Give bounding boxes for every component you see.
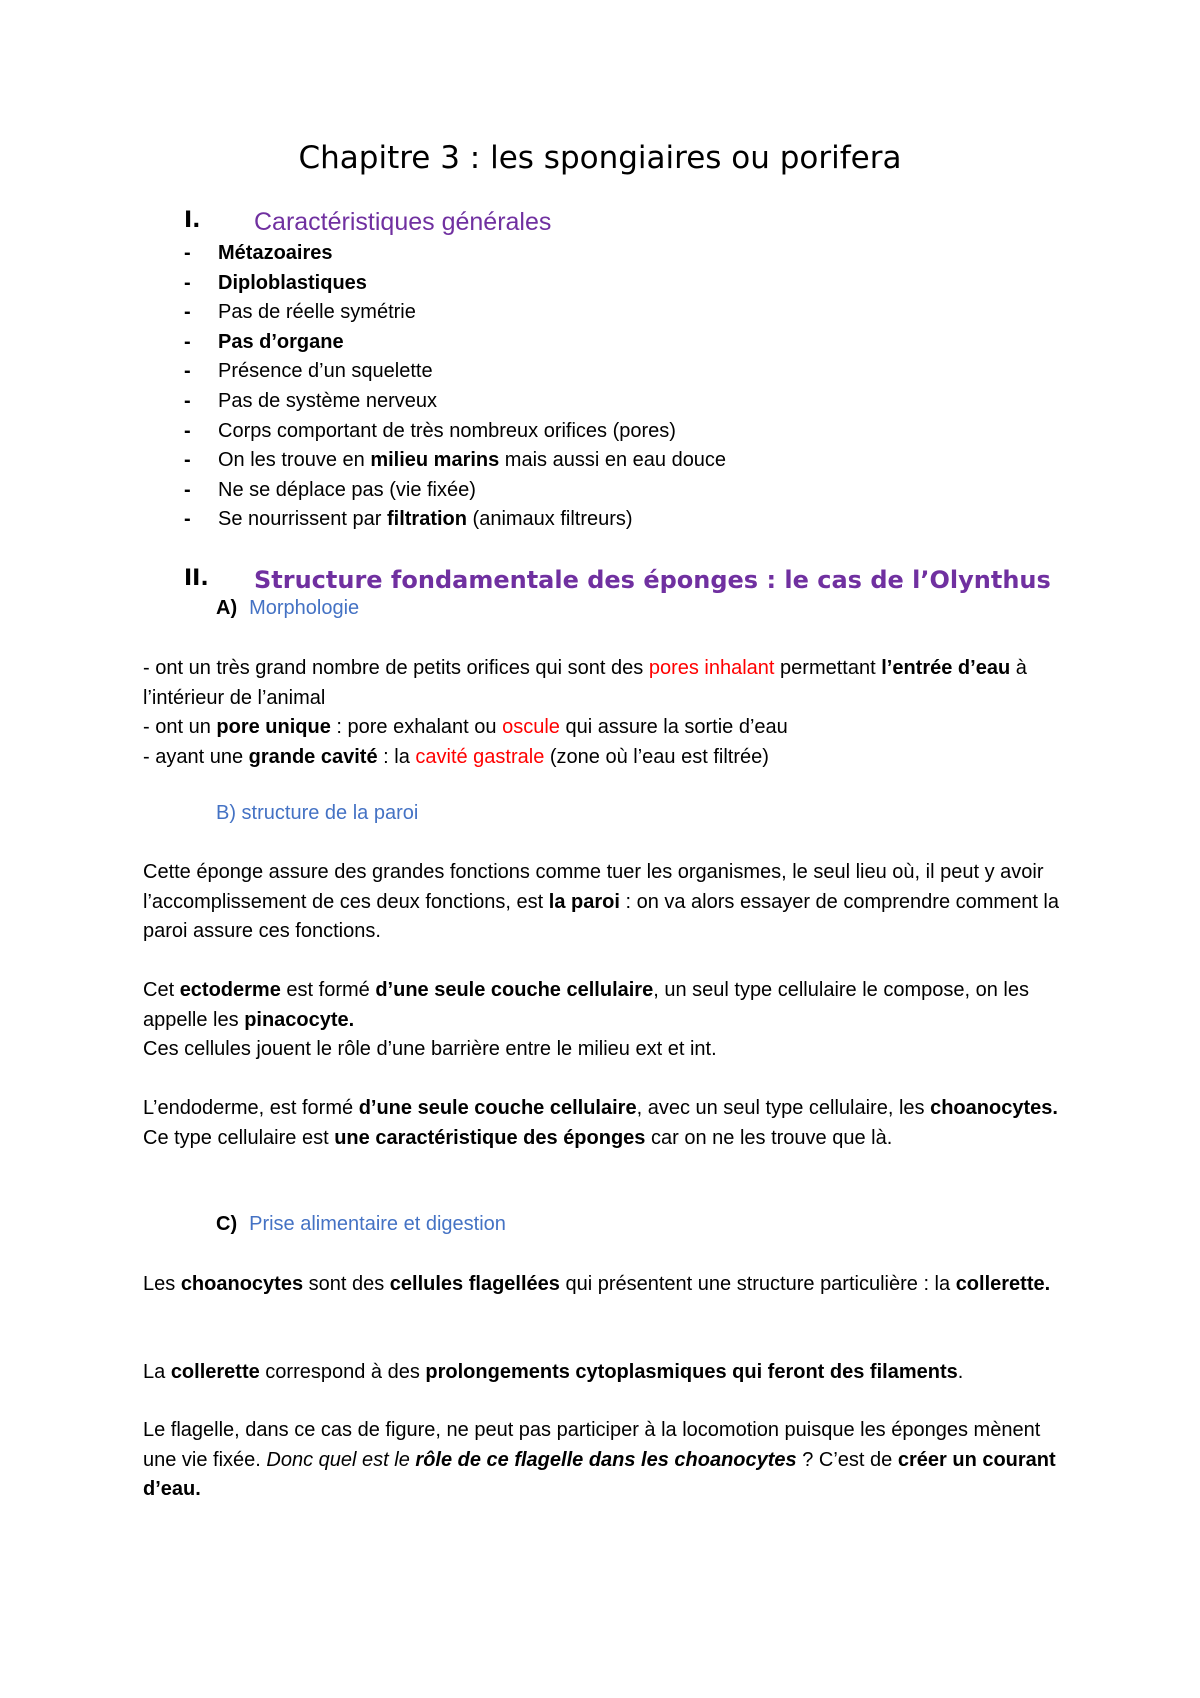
paragraph-prise-3: Le flagelle, dans ce cas de figure, ne peut pas participer à la locomotion puisque les éponges mènent une vie fixée. Donc quel est le rôle de ce flagelle dans les choanocytes ? C’est de créer un courant d’eau. — [143, 1419, 1056, 1500]
page-title: Chapitre 3 : les spongiaires ou porifera — [298, 140, 902, 176]
list-item: - Pas de système nerveux — [184, 389, 437, 412]
subheading-paroi: B) structure de la paroi — [216, 802, 419, 824]
subheading-prise-alimentaire: C) Prise alimentaire et digestion — [216, 1213, 506, 1235]
paragraph-paroi-1: Cette éponge assure des grandes fonctions comme tuer les organismes, le seul lieu où, il peut y avoir l’accomplissement de ces deux fonctions, est la paroi : on va alors essayer de comprendre comment la paroi assure ces fonctions. — [143, 861, 1059, 942]
section-title: Structure fondamentale des éponges : le cas de l’Olynthus — [254, 566, 1051, 594]
list-item: - Diploblastiques — [184, 271, 367, 294]
paragraph-prise-2: La collerette correspond à des prolongements cytoplasmiques qui feront des filaments. — [143, 1361, 964, 1383]
list-item: - Présence d’un squelette — [184, 360, 433, 383]
list-item: - Pas d’organe — [184, 330, 344, 353]
paragraph-prise-1: Les choanocytes sont des cellules flagellées qui présentent une structure particulière : la collerette. — [143, 1273, 1051, 1295]
paragraph-morphologie: - ont un très grand nombre de petits orifices qui sont des pores inhalant permettant l’entrée d’eau à l’intérieur de l’animal - ont un pore unique : pore exhalant ou oscule qui assure la sortie d’eau - ayant une grande cavité : la cavité gastrale (zone où l’eau est filtrée) — [143, 657, 1027, 768]
paragraph-paroi-2: Cet ectoderme est formé d’une seule couche cellulaire, un seul type cellulaire le compose, on les appelle les pinacocyte. Ces cellules jouent le rôle d’une barrière entre le milieu ext et int. — [143, 979, 1029, 1060]
section-number: II. — [184, 566, 209, 591]
list-item: - Ne se déplace pas (vie fixée) — [184, 478, 476, 501]
list-item: - Métazoaires — [184, 242, 333, 264]
list-item: - Se nourrissent par filtration (animaux filtreurs) — [184, 508, 633, 531]
section-number: I. — [184, 208, 201, 233]
list-item: - Corps comportant de très nombreux orifices (pores) — [184, 419, 676, 442]
paragraph-paroi-3: L’endoderme, est formé d’une seule couche cellulaire, avec un seul type cellulaire, les choanocytes. Ce type cellulaire est une caractéristique des éponges car on ne les trouve que là. — [143, 1097, 1058, 1149]
list-item: - Pas de réelle symétrie — [184, 301, 416, 324]
characteristics-list — [184, 239, 726, 535]
section-title: Caractéristiques générales — [254, 208, 552, 236]
list-item: - On les trouve en milieu marins mais aussi en eau douce — [184, 449, 727, 472]
subheading-morphologie: A) Morphologie — [216, 597, 360, 619]
